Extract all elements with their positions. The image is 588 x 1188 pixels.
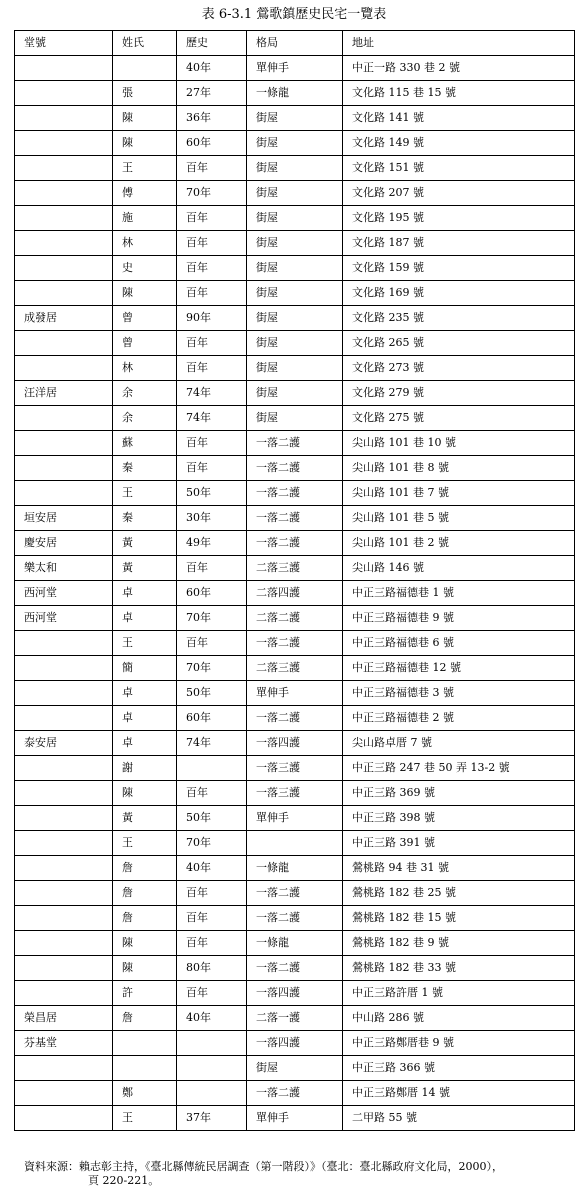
cell-hall-name: [15, 956, 113, 981]
cell-surname: 陳: [113, 781, 177, 806]
cell-surname: 余: [113, 381, 177, 406]
table-row: [15, 881, 575, 906]
table-row: [15, 81, 575, 106]
table-row: [15, 506, 575, 531]
cell-history: 百年: [177, 981, 247, 1006]
cell-address: 文化路 235 號: [343, 306, 575, 331]
cell-hall-name: 慶安居: [15, 531, 113, 556]
cell-address: 中正三路福德巷 1 號: [343, 581, 575, 606]
cell-hall-name: [15, 431, 113, 456]
cell-surname: 陳: [113, 106, 177, 131]
table-row: [15, 681, 575, 706]
cell-history: 40年: [177, 856, 247, 881]
cell-address: 文化路 273 號: [343, 356, 575, 381]
cell-history: 70年: [177, 656, 247, 681]
cell-address: 尖山路 101 巷 7 號: [343, 481, 575, 506]
cell-surname: 傅: [113, 181, 177, 206]
cell-hall-name: [15, 156, 113, 181]
cell-layout: 街屋: [247, 331, 343, 356]
cell-hall-name: [15, 781, 113, 806]
cell-surname: 秦: [113, 506, 177, 531]
cell-surname: 曾: [113, 331, 177, 356]
header-history: 歷史: [177, 31, 247, 56]
cell-address: 尖山路 101 巷 10 號: [343, 431, 575, 456]
cell-history: 百年: [177, 256, 247, 281]
cell-hall-name: [15, 1106, 113, 1131]
cell-surname: 卓: [113, 581, 177, 606]
cell-hall-name: [15, 706, 113, 731]
cell-layout: 一條龍: [247, 81, 343, 106]
cell-layout: 街屋: [247, 356, 343, 381]
cell-hall-name: [15, 206, 113, 231]
header-hall-name: 堂號: [15, 31, 113, 56]
table-row: [15, 181, 575, 206]
cell-address: 中正三路 398 號: [343, 806, 575, 831]
cell-layout: 街屋: [247, 156, 343, 181]
cell-address: 中正三路福德巷 9 號: [343, 606, 575, 631]
cell-address: 鶯桃路 182 巷 25 號: [343, 881, 575, 906]
cell-layout: 街屋: [247, 106, 343, 131]
historic-houses-table: [14, 30, 575, 1131]
cell-surname: 王: [113, 631, 177, 656]
cell-address: 尖山路 146 號: [343, 556, 575, 581]
cell-address: 中正三路 391 號: [343, 831, 575, 856]
cell-address: 中正三路福德巷 6 號: [343, 631, 575, 656]
table-row: [15, 106, 575, 131]
cell-layout: 二落一護: [247, 1006, 343, 1031]
cell-hall-name: [15, 681, 113, 706]
cell-surname: 陳: [113, 931, 177, 956]
cell-address: 二甲路 55 號: [343, 1106, 575, 1131]
cell-address: 文化路 149 號: [343, 131, 575, 156]
cell-hall-name: 汪洋居: [15, 381, 113, 406]
cell-history: 37年: [177, 1106, 247, 1131]
cell-hall-name: 樂太和: [15, 556, 113, 581]
cell-surname: 謝: [113, 756, 177, 781]
cell-surname: 卓: [113, 706, 177, 731]
cell-surname: 鄭: [113, 1081, 177, 1106]
table-row: [15, 1106, 575, 1131]
table-row: [15, 156, 575, 181]
cell-history: 40年: [177, 56, 247, 81]
cell-history: 百年: [177, 431, 247, 456]
cell-surname: [113, 1031, 177, 1056]
cell-hall-name: [15, 331, 113, 356]
cell-layout: 街屋: [247, 1056, 343, 1081]
cell-layout: 街屋: [247, 306, 343, 331]
cell-history: 百年: [177, 631, 247, 656]
cell-surname: 王: [113, 831, 177, 856]
cell-address: 中正一路 330 巷 2 號: [343, 56, 575, 81]
cell-hall-name: [15, 931, 113, 956]
cell-hall-name: 芬基堂: [15, 1031, 113, 1056]
cell-hall-name: [15, 106, 113, 131]
cell-layout: 街屋: [247, 131, 343, 156]
cell-layout: 街屋: [247, 281, 343, 306]
cell-address: 中正三路許厝 1 號: [343, 981, 575, 1006]
cell-address: 中正三路鄭厝 14 號: [343, 1081, 575, 1106]
cell-history: 27年: [177, 81, 247, 106]
cell-hall-name: 垣安居: [15, 506, 113, 531]
cell-address: 文化路 115 巷 15 號: [343, 81, 575, 106]
cell-address: 中正三路福德巷 3 號: [343, 681, 575, 706]
cell-history: 70年: [177, 606, 247, 631]
table-row: [15, 356, 575, 381]
cell-layout: 一條龍: [247, 856, 343, 881]
table-row: [15, 481, 575, 506]
cell-hall-name: [15, 631, 113, 656]
cell-history: 40年: [177, 1006, 247, 1031]
table-row: [15, 431, 575, 456]
cell-history: 60年: [177, 131, 247, 156]
table-row: [15, 381, 575, 406]
cell-surname: 林: [113, 231, 177, 256]
cell-surname: 卓: [113, 731, 177, 756]
cell-layout: 街屋: [247, 206, 343, 231]
cell-history: 70年: [177, 181, 247, 206]
cell-address: 中山路 286 號: [343, 1006, 575, 1031]
table-row: [15, 631, 575, 656]
cell-history: 36年: [177, 106, 247, 131]
cell-surname: [113, 56, 177, 81]
cell-hall-name: [15, 906, 113, 931]
cell-surname: 詹: [113, 856, 177, 881]
table-row: [15, 1031, 575, 1056]
cell-history: 60年: [177, 581, 247, 606]
table-row: [15, 981, 575, 1006]
header-surname: 姓氏: [113, 31, 177, 56]
cell-history: 50年: [177, 806, 247, 831]
cell-address: 文化路 275 號: [343, 406, 575, 431]
cell-address: 文化路 187 號: [343, 231, 575, 256]
table-row: [15, 731, 575, 756]
cell-history: 百年: [177, 156, 247, 181]
cell-layout: 一落三護: [247, 781, 343, 806]
cell-history: 百年: [177, 231, 247, 256]
cell-history: 百年: [177, 781, 247, 806]
cell-layout: 一落二護: [247, 881, 343, 906]
cell-address: 文化路 279 號: [343, 381, 575, 406]
table-row: [15, 856, 575, 881]
cell-hall-name: [15, 981, 113, 1006]
cell-address: 尖山路 101 巷 8 號: [343, 456, 575, 481]
cell-history: 50年: [177, 681, 247, 706]
table-row: [15, 556, 575, 581]
table-row: [15, 1056, 575, 1081]
cell-surname: 卓: [113, 606, 177, 631]
cell-layout: 二落三護: [247, 556, 343, 581]
cell-hall-name: [15, 56, 113, 81]
cell-address: 鶯桃路 182 巷 15 號: [343, 906, 575, 931]
cell-surname: 陳: [113, 131, 177, 156]
cell-surname: 王: [113, 1106, 177, 1131]
cell-hall-name: [15, 881, 113, 906]
cell-surname: 王: [113, 156, 177, 181]
cell-history: 百年: [177, 931, 247, 956]
cell-layout: 一落四護: [247, 1031, 343, 1056]
cell-history: 百年: [177, 281, 247, 306]
cell-history: 50年: [177, 481, 247, 506]
table-row: [15, 131, 575, 156]
cell-surname: 史: [113, 256, 177, 281]
cell-surname: 卓: [113, 681, 177, 706]
cell-surname: 王: [113, 481, 177, 506]
table-row: [15, 1006, 575, 1031]
table-header-row: [15, 31, 575, 56]
cell-address: 尖山路卓厝 7 號: [343, 731, 575, 756]
cell-hall-name: 成發居: [15, 306, 113, 331]
cell-layout: 街屋: [247, 231, 343, 256]
cell-surname: 林: [113, 356, 177, 381]
cell-hall-name: 西河堂: [15, 581, 113, 606]
cell-surname: 陳: [113, 956, 177, 981]
cell-address: 中正三路 247 巷 50 弄 13-2 號: [343, 756, 575, 781]
table-row: [15, 1081, 575, 1106]
cell-surname: 黃: [113, 531, 177, 556]
cell-surname: 許: [113, 981, 177, 1006]
cell-layout: 一落二護: [247, 906, 343, 931]
table-row: [15, 656, 575, 681]
cell-layout: 二落三護: [247, 656, 343, 681]
table-row: [15, 56, 575, 81]
cell-address: 文化路 159 號: [343, 256, 575, 281]
cell-hall-name: [15, 656, 113, 681]
cell-hall-name: [15, 281, 113, 306]
cell-layout: 一條龍: [247, 931, 343, 956]
header-address: 地址: [343, 31, 575, 56]
cell-layout: 一落二護: [247, 431, 343, 456]
table-caption: 表 6-3.1 鶯歌鎮歷史民宅一覽表: [201, 7, 387, 22]
table-row: [15, 581, 575, 606]
cell-layout: 二落四護: [247, 581, 343, 606]
cell-hall-name: 西河堂: [15, 606, 113, 631]
cell-layout: 一落二護: [247, 506, 343, 531]
cell-history: 80年: [177, 956, 247, 981]
table-row: [15, 256, 575, 281]
table-row: [15, 406, 575, 431]
cell-surname: 黃: [113, 556, 177, 581]
cell-history: 百年: [177, 356, 247, 381]
table-row: [15, 806, 575, 831]
cell-hall-name: [15, 231, 113, 256]
cell-surname: 秦: [113, 456, 177, 481]
cell-hall-name: [15, 406, 113, 431]
cell-layout: 一落二護: [247, 706, 343, 731]
header-layout: 格局: [247, 31, 343, 56]
table-body: [15, 56, 575, 1131]
cell-address: 文化路 195 號: [343, 206, 575, 231]
cell-layout: 一落二護: [247, 481, 343, 506]
cell-layout: 街屋: [247, 256, 343, 281]
cell-surname: 蘇: [113, 431, 177, 456]
cell-layout: 一落二護: [247, 956, 343, 981]
cell-history: 74年: [177, 406, 247, 431]
cell-hall-name: [15, 856, 113, 881]
cell-address: 中正三路 366 號: [343, 1056, 575, 1081]
cell-history: [177, 1056, 247, 1081]
cell-address: 中正三路 369 號: [343, 781, 575, 806]
cell-surname: 詹: [113, 881, 177, 906]
cell-history: 30年: [177, 506, 247, 531]
cell-hall-name: [15, 456, 113, 481]
table-row: [15, 531, 575, 556]
cell-layout: 二落二護: [247, 606, 343, 631]
cell-hall-name: [15, 356, 113, 381]
cell-layout: 一落二護: [247, 1081, 343, 1106]
source-note: [24, 1160, 580, 1188]
cell-address: 鶯桃路 182 巷 33 號: [343, 956, 575, 981]
table-row: [15, 931, 575, 956]
table-row: [15, 956, 575, 981]
cell-layout: 單伸手: [247, 1106, 343, 1131]
cell-history: 90年: [177, 306, 247, 331]
cell-layout: 一落二護: [247, 631, 343, 656]
cell-hall-name: [15, 81, 113, 106]
source-line-1: 資料來源：賴志彰主持，《臺北縣傳統民居調查（第一階段）》（臺北：臺北縣政府文化局，2000），: [24, 1160, 503, 1173]
cell-hall-name: [15, 256, 113, 281]
cell-address: 中正三路福德巷 12 號: [343, 656, 575, 681]
cell-hall-name: [15, 481, 113, 506]
cell-history: 百年: [177, 206, 247, 231]
cell-address: 尖山路 101 巷 5 號: [343, 506, 575, 531]
cell-address: 文化路 265 號: [343, 331, 575, 356]
cell-hall-name: 榮昌居: [15, 1006, 113, 1031]
cell-surname: 施: [113, 206, 177, 231]
cell-address: 中正三路鄭厝巷 9 號: [343, 1031, 575, 1056]
cell-history: 百年: [177, 556, 247, 581]
cell-address: 文化路 207 號: [343, 181, 575, 206]
cell-hall-name: 泰安居: [15, 731, 113, 756]
cell-layout: 街屋: [247, 406, 343, 431]
cell-hall-name: [15, 1081, 113, 1106]
cell-history: 60年: [177, 706, 247, 731]
cell-layout: 一落二護: [247, 456, 343, 481]
cell-hall-name: [15, 181, 113, 206]
table-row: [15, 231, 575, 256]
cell-address: 文化路 151 號: [343, 156, 575, 181]
cell-history: 49年: [177, 531, 247, 556]
cell-address: 文化路 169 號: [343, 281, 575, 306]
cell-surname: 張: [113, 81, 177, 106]
cell-history: 百年: [177, 456, 247, 481]
cell-hall-name: [15, 806, 113, 831]
cell-history: 74年: [177, 381, 247, 406]
cell-layout: [247, 831, 343, 856]
cell-history: 百年: [177, 331, 247, 356]
cell-layout: 一落四護: [247, 981, 343, 1006]
cell-layout: 街屋: [247, 381, 343, 406]
table-row: [15, 906, 575, 931]
cell-surname: 黃: [113, 806, 177, 831]
table-row: [15, 331, 575, 356]
source-line-2: 頁 220-221。: [88, 1174, 160, 1187]
table-row: [15, 706, 575, 731]
cell-surname: 曾: [113, 306, 177, 331]
cell-address: 文化路 141 號: [343, 106, 575, 131]
cell-history: 百年: [177, 906, 247, 931]
cell-history: 74年: [177, 731, 247, 756]
table-row: [15, 606, 575, 631]
cell-address: 尖山路 101 巷 2 號: [343, 531, 575, 556]
cell-surname: 詹: [113, 906, 177, 931]
cell-address: 鶯桃路 94 巷 31 號: [343, 856, 575, 881]
cell-surname: 詹: [113, 1006, 177, 1031]
table-row: [15, 756, 575, 781]
cell-history: 70年: [177, 831, 247, 856]
table-row: [15, 781, 575, 806]
cell-history: [177, 1031, 247, 1056]
cell-surname: [113, 1056, 177, 1081]
cell-hall-name: [15, 131, 113, 156]
cell-hall-name: [15, 831, 113, 856]
cell-layout: 單伸手: [247, 681, 343, 706]
cell-surname: 簡: [113, 656, 177, 681]
cell-history: [177, 1081, 247, 1106]
cell-layout: 一落四護: [247, 731, 343, 756]
cell-surname: 余: [113, 406, 177, 431]
cell-layout: 一落三護: [247, 756, 343, 781]
table-row: [15, 281, 575, 306]
cell-address: 中正三路福德巷 2 號: [343, 706, 575, 731]
cell-layout: 街屋: [247, 181, 343, 206]
cell-address: 鶯桃路 182 巷 9 號: [343, 931, 575, 956]
cell-history: [177, 756, 247, 781]
cell-hall-name: [15, 756, 113, 781]
cell-hall-name: [15, 1056, 113, 1081]
cell-layout: 單伸手: [247, 56, 343, 81]
table-row: [15, 206, 575, 231]
table-row: [15, 306, 575, 331]
cell-history: 百年: [177, 881, 247, 906]
cell-layout: 單伸手: [247, 806, 343, 831]
table-row: [15, 456, 575, 481]
cell-surname: 陳: [113, 281, 177, 306]
table-row: [15, 831, 575, 856]
cell-layout: 一落二護: [247, 531, 343, 556]
